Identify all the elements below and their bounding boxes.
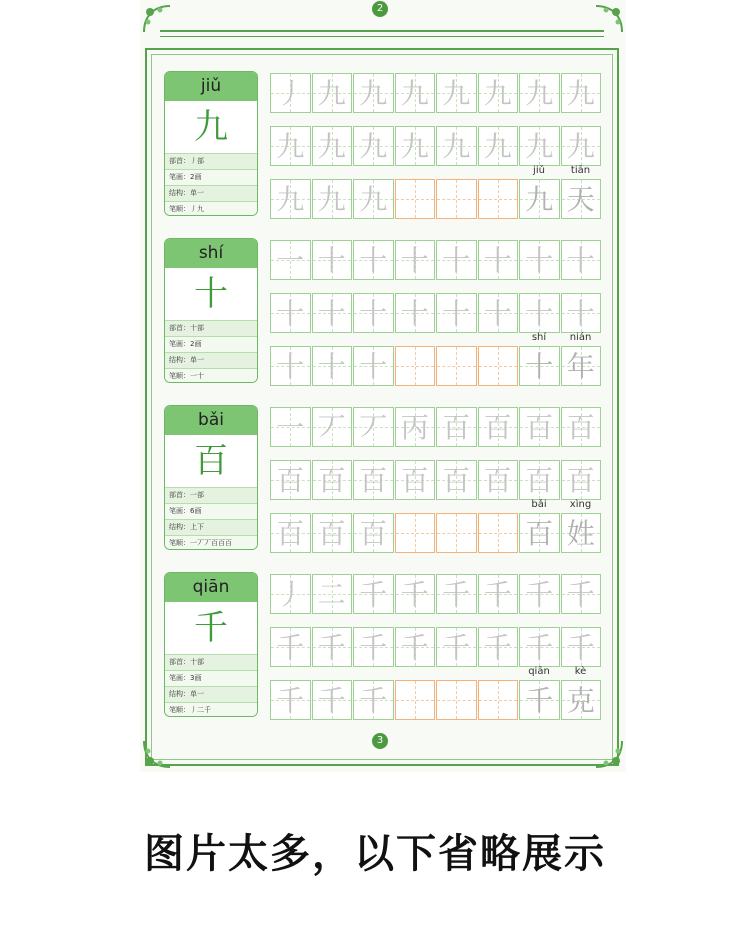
tracing-cell bbox=[395, 73, 436, 113]
tracing-cell bbox=[353, 73, 394, 113]
radical-row: 部首：十部 bbox=[165, 320, 257, 336]
top-rule bbox=[160, 30, 604, 32]
cell-character: 九 bbox=[525, 183, 554, 216]
cell-character bbox=[479, 681, 518, 719]
tracing-cell bbox=[519, 460, 560, 500]
cell-character: 九 bbox=[359, 183, 388, 216]
character-card bbox=[164, 238, 258, 383]
tracing-cell bbox=[270, 179, 311, 219]
cell-character bbox=[396, 347, 435, 385]
tracing-cell bbox=[395, 407, 436, 447]
cell-character: 二 bbox=[317, 578, 346, 611]
cell-character: 九 bbox=[359, 130, 388, 163]
word-pinyin: kè bbox=[574, 666, 587, 677]
radical-row: 部首：十部 bbox=[165, 654, 257, 670]
cell-character: 十 bbox=[359, 244, 388, 277]
tracing-cell bbox=[561, 240, 602, 280]
structure-row: 结构：单一 bbox=[165, 686, 257, 702]
cell-character: 九 bbox=[442, 77, 471, 110]
tracing-cell bbox=[519, 513, 560, 553]
top-rule-thin bbox=[160, 36, 604, 37]
cell-character: 九 bbox=[317, 183, 346, 216]
tracing-cell bbox=[519, 126, 560, 166]
word-pinyin: shí bbox=[531, 332, 547, 343]
tracing-cell bbox=[312, 293, 353, 333]
tracing-cell bbox=[312, 513, 353, 553]
tracing-cell bbox=[561, 574, 602, 614]
tracing-cell bbox=[353, 179, 394, 219]
tracing-cell bbox=[561, 73, 602, 113]
practice-row bbox=[270, 73, 602, 113]
cell-character: 姓 bbox=[566, 517, 595, 550]
cell-character: 九 bbox=[400, 77, 429, 110]
cell-character bbox=[437, 180, 476, 218]
tracing-cell bbox=[519, 293, 560, 333]
tracing-cell bbox=[436, 126, 477, 166]
cell-character: 十 bbox=[525, 350, 554, 383]
writing-cell-blank bbox=[395, 680, 436, 720]
tracing-cell bbox=[436, 73, 477, 113]
practice-row bbox=[270, 407, 602, 447]
practice-row bbox=[270, 627, 602, 667]
writing-cell-blank bbox=[395, 179, 436, 219]
strokes-row: 笔画：3画 bbox=[165, 670, 257, 686]
corner-ornament-icon bbox=[140, 737, 174, 771]
writing-cell-blank bbox=[395, 346, 436, 386]
word-pinyin: jiǔ bbox=[533, 165, 545, 176]
cell-character: 千 bbox=[525, 578, 554, 611]
cell-character: 千 bbox=[566, 631, 595, 664]
writing-cell-blank bbox=[478, 346, 519, 386]
strokes-row: 笔画：6画 bbox=[165, 503, 257, 519]
cell-character: 九 bbox=[566, 130, 595, 163]
cell-character: 千 bbox=[400, 578, 429, 611]
tracing-cell bbox=[436, 407, 477, 447]
cell-character: 百 bbox=[525, 517, 554, 550]
cell-character: 十 bbox=[566, 244, 595, 277]
card-character: 百 bbox=[194, 441, 228, 481]
cell-character bbox=[437, 681, 476, 719]
tracing-cell bbox=[395, 240, 436, 280]
practice-row bbox=[270, 346, 602, 386]
radical-row: 部首：一部 bbox=[165, 487, 257, 503]
card-character: 千 bbox=[194, 608, 228, 648]
card-character: 九 bbox=[194, 107, 228, 147]
tracing-cell bbox=[561, 627, 602, 667]
cell-character: 千 bbox=[525, 684, 554, 717]
practice-row bbox=[270, 126, 602, 166]
corner-ornament-icon bbox=[592, 737, 626, 771]
cell-character: 百 bbox=[566, 464, 595, 497]
tracing-cell bbox=[270, 680, 311, 720]
word-pinyin: tiān bbox=[570, 165, 591, 176]
cell-character: 百 bbox=[359, 517, 388, 550]
cell-character: 十 bbox=[317, 297, 346, 330]
footer-caption: 图片太多，以下省略展示 bbox=[144, 831, 606, 877]
tracing-cell bbox=[312, 240, 353, 280]
card-pinyin: shí bbox=[165, 239, 257, 268]
cell-character: 九 bbox=[317, 130, 346, 163]
tracing-cell bbox=[478, 240, 519, 280]
tracing-cell bbox=[436, 293, 477, 333]
writing-cell-blank bbox=[436, 680, 477, 720]
cell-character: 九 bbox=[317, 77, 346, 110]
structure-row: 结构：单一 bbox=[165, 185, 257, 201]
cell-character: 百 bbox=[483, 464, 512, 497]
cell-character: 十 bbox=[525, 297, 554, 330]
tracing-cell bbox=[561, 680, 602, 720]
character-card bbox=[164, 572, 258, 717]
practice-row bbox=[270, 179, 602, 219]
cell-character: 千 bbox=[317, 684, 346, 717]
tracing-cell bbox=[436, 240, 477, 280]
practice-row bbox=[270, 574, 602, 614]
writing-cell-blank bbox=[436, 513, 477, 553]
cell-character: 十 bbox=[276, 350, 305, 383]
tracing-cell bbox=[519, 574, 560, 614]
cell-character bbox=[479, 347, 518, 385]
tracing-cell bbox=[312, 126, 353, 166]
card-character: 十 bbox=[194, 274, 228, 314]
cell-character: 丿 bbox=[276, 578, 305, 611]
card-pinyin: bǎi bbox=[165, 406, 257, 435]
tracing-cell bbox=[353, 627, 394, 667]
tracing-cell bbox=[312, 460, 353, 500]
cell-character: 一 bbox=[276, 244, 305, 277]
cell-character: 千 bbox=[317, 631, 346, 664]
cell-character: 十 bbox=[276, 297, 305, 330]
writing-cell-blank bbox=[478, 513, 519, 553]
tracing-cell bbox=[478, 574, 519, 614]
writing-cell-blank bbox=[478, 179, 519, 219]
tracing-cell bbox=[519, 346, 560, 386]
cell-character bbox=[479, 180, 518, 218]
cell-character: 千 bbox=[400, 631, 429, 664]
tracing-cell bbox=[478, 126, 519, 166]
stroke-order-row: 笔顺：丿二千 bbox=[165, 702, 257, 717]
cell-character: 千 bbox=[442, 631, 471, 664]
cell-character: 百 bbox=[525, 464, 554, 497]
tracing-cell bbox=[353, 513, 394, 553]
tracing-cell bbox=[353, 574, 394, 614]
cell-character: 百 bbox=[317, 517, 346, 550]
tracing-cell bbox=[436, 627, 477, 667]
cell-character: 丆 bbox=[317, 411, 346, 444]
word-pinyin: nián bbox=[569, 332, 592, 343]
card-pinyin: jiǔ bbox=[165, 72, 257, 101]
tracing-cell bbox=[270, 293, 311, 333]
cell-character: 丆 bbox=[359, 411, 388, 444]
radical-row: 部首：丿部 bbox=[165, 153, 257, 169]
tracing-cell bbox=[353, 293, 394, 333]
tracing-cell bbox=[561, 293, 602, 333]
tracing-cell bbox=[478, 293, 519, 333]
cell-character bbox=[396, 514, 435, 552]
tracing-cell bbox=[395, 460, 436, 500]
stroke-order-row: 笔顺：一十 bbox=[165, 368, 257, 383]
tracing-cell bbox=[561, 407, 602, 447]
cell-character bbox=[396, 681, 435, 719]
tracing-cell bbox=[436, 574, 477, 614]
tracing-cell bbox=[270, 574, 311, 614]
writing-cell-blank bbox=[436, 179, 477, 219]
cell-character: 十 bbox=[442, 244, 471, 277]
word-pinyin: xìng bbox=[569, 499, 592, 510]
tracing-cell bbox=[561, 346, 602, 386]
cell-character: 十 bbox=[566, 297, 595, 330]
cell-character: 百 bbox=[442, 411, 471, 444]
cell-character: 十 bbox=[359, 297, 388, 330]
word-pinyin: bǎi bbox=[531, 499, 547, 510]
cell-character: 天 bbox=[566, 183, 595, 216]
cell-character: 丙 bbox=[400, 411, 429, 444]
cell-character: 百 bbox=[317, 464, 346, 497]
stroke-order-row: 笔顺：丿九 bbox=[165, 201, 257, 216]
tracing-cell bbox=[270, 513, 311, 553]
cell-character: 千 bbox=[442, 578, 471, 611]
tracing-cell bbox=[519, 179, 560, 219]
cell-character: 九 bbox=[525, 130, 554, 163]
cell-character: 千 bbox=[566, 578, 595, 611]
cell-character: 千 bbox=[483, 631, 512, 664]
cell-character: 十 bbox=[317, 350, 346, 383]
cell-character: 千 bbox=[483, 578, 512, 611]
cell-character: 年 bbox=[566, 350, 595, 383]
practice-row bbox=[270, 513, 602, 553]
cell-character: 十 bbox=[483, 297, 512, 330]
tracing-cell bbox=[312, 73, 353, 113]
tracing-cell bbox=[270, 460, 311, 500]
tracing-cell bbox=[270, 240, 311, 280]
tracing-cell bbox=[353, 460, 394, 500]
tracing-cell bbox=[270, 407, 311, 447]
tracing-cell bbox=[519, 680, 560, 720]
structure-row: 结构：单一 bbox=[165, 352, 257, 368]
cell-character: 十 bbox=[525, 244, 554, 277]
cell-character: 百 bbox=[566, 411, 595, 444]
tracing-cell bbox=[519, 73, 560, 113]
cell-character: 十 bbox=[483, 244, 512, 277]
cell-character: 千 bbox=[525, 631, 554, 664]
cell-character: 克 bbox=[566, 684, 595, 717]
cell-character: 九 bbox=[442, 130, 471, 163]
practice-row bbox=[270, 460, 602, 500]
cell-character: 千 bbox=[359, 578, 388, 611]
cell-character: 九 bbox=[400, 130, 429, 163]
tracing-cell bbox=[353, 240, 394, 280]
cell-character bbox=[479, 514, 518, 552]
practice-row bbox=[270, 240, 602, 280]
word-pinyin: qiān bbox=[528, 666, 550, 677]
cell-character: 九 bbox=[566, 77, 595, 110]
cell-character: 九 bbox=[483, 77, 512, 110]
cell-character: 百 bbox=[400, 464, 429, 497]
cell-character: 百 bbox=[276, 517, 305, 550]
tracing-cell bbox=[353, 407, 394, 447]
tracing-cell bbox=[312, 627, 353, 667]
tracing-cell bbox=[353, 126, 394, 166]
tracing-cell bbox=[478, 407, 519, 447]
cell-character: 百 bbox=[359, 464, 388, 497]
cell-character: 千 bbox=[359, 631, 388, 664]
character-card bbox=[164, 71, 258, 216]
tracing-cell bbox=[312, 346, 353, 386]
tracing-cell bbox=[312, 179, 353, 219]
page-number-top: 2 bbox=[372, 1, 388, 17]
cell-character: 九 bbox=[276, 130, 305, 163]
cell-character: 九 bbox=[525, 77, 554, 110]
tracing-cell bbox=[312, 680, 353, 720]
tracing-cell bbox=[395, 627, 436, 667]
cell-character: 百 bbox=[442, 464, 471, 497]
cell-character: 千 bbox=[276, 684, 305, 717]
cell-character: 九 bbox=[483, 130, 512, 163]
tracing-cell bbox=[478, 460, 519, 500]
corner-ornament-icon bbox=[140, 2, 174, 36]
cell-character: 十 bbox=[359, 350, 388, 383]
tracing-cell bbox=[270, 126, 311, 166]
writing-cell-blank bbox=[395, 513, 436, 553]
cell-character: 丿 bbox=[276, 77, 305, 110]
writing-cell-blank bbox=[436, 346, 477, 386]
character-card bbox=[164, 405, 258, 550]
tracing-cell bbox=[561, 179, 602, 219]
strokes-row: 笔画：2画 bbox=[165, 169, 257, 185]
cell-character: 九 bbox=[359, 77, 388, 110]
card-pinyin: qiān bbox=[165, 573, 257, 602]
tracing-cell bbox=[519, 407, 560, 447]
cell-character: 百 bbox=[276, 464, 305, 497]
tracing-cell bbox=[312, 574, 353, 614]
tracing-cell bbox=[395, 293, 436, 333]
stroke-order-row: 笔顺：一丆丆百百百 bbox=[165, 535, 257, 550]
tracing-cell bbox=[270, 73, 311, 113]
cell-character: 十 bbox=[400, 244, 429, 277]
tracing-cell bbox=[519, 240, 560, 280]
tracing-cell bbox=[395, 126, 436, 166]
page-number-bottom: 3 bbox=[372, 733, 388, 749]
tracing-cell bbox=[519, 627, 560, 667]
tracing-cell bbox=[353, 680, 394, 720]
cell-character: 十 bbox=[442, 297, 471, 330]
tracing-cell bbox=[395, 574, 436, 614]
tracing-cell bbox=[353, 346, 394, 386]
tracing-cell bbox=[478, 73, 519, 113]
tracing-cell bbox=[270, 346, 311, 386]
cell-character bbox=[437, 347, 476, 385]
tracing-cell bbox=[561, 460, 602, 500]
tracing-cell bbox=[270, 627, 311, 667]
cell-character: 十 bbox=[400, 297, 429, 330]
cell-character: 百 bbox=[483, 411, 512, 444]
practice-row bbox=[270, 680, 602, 720]
tracing-cell bbox=[561, 126, 602, 166]
cell-character: 千 bbox=[359, 684, 388, 717]
practice-row bbox=[270, 293, 602, 333]
tracing-cell bbox=[561, 513, 602, 553]
cell-character bbox=[437, 514, 476, 552]
structure-row: 结构：上下 bbox=[165, 519, 257, 535]
cell-character: 千 bbox=[276, 631, 305, 664]
strokes-row: 笔画：2画 bbox=[165, 336, 257, 352]
cell-character bbox=[396, 180, 435, 218]
writing-cell-blank bbox=[478, 680, 519, 720]
tracing-cell bbox=[436, 460, 477, 500]
tracing-cell bbox=[312, 407, 353, 447]
tracing-cell bbox=[478, 627, 519, 667]
cell-character: 一 bbox=[276, 411, 305, 444]
cell-character: 百 bbox=[525, 411, 554, 444]
cell-character: 十 bbox=[317, 244, 346, 277]
cell-character: 九 bbox=[276, 183, 305, 216]
corner-ornament-icon bbox=[592, 2, 626, 36]
